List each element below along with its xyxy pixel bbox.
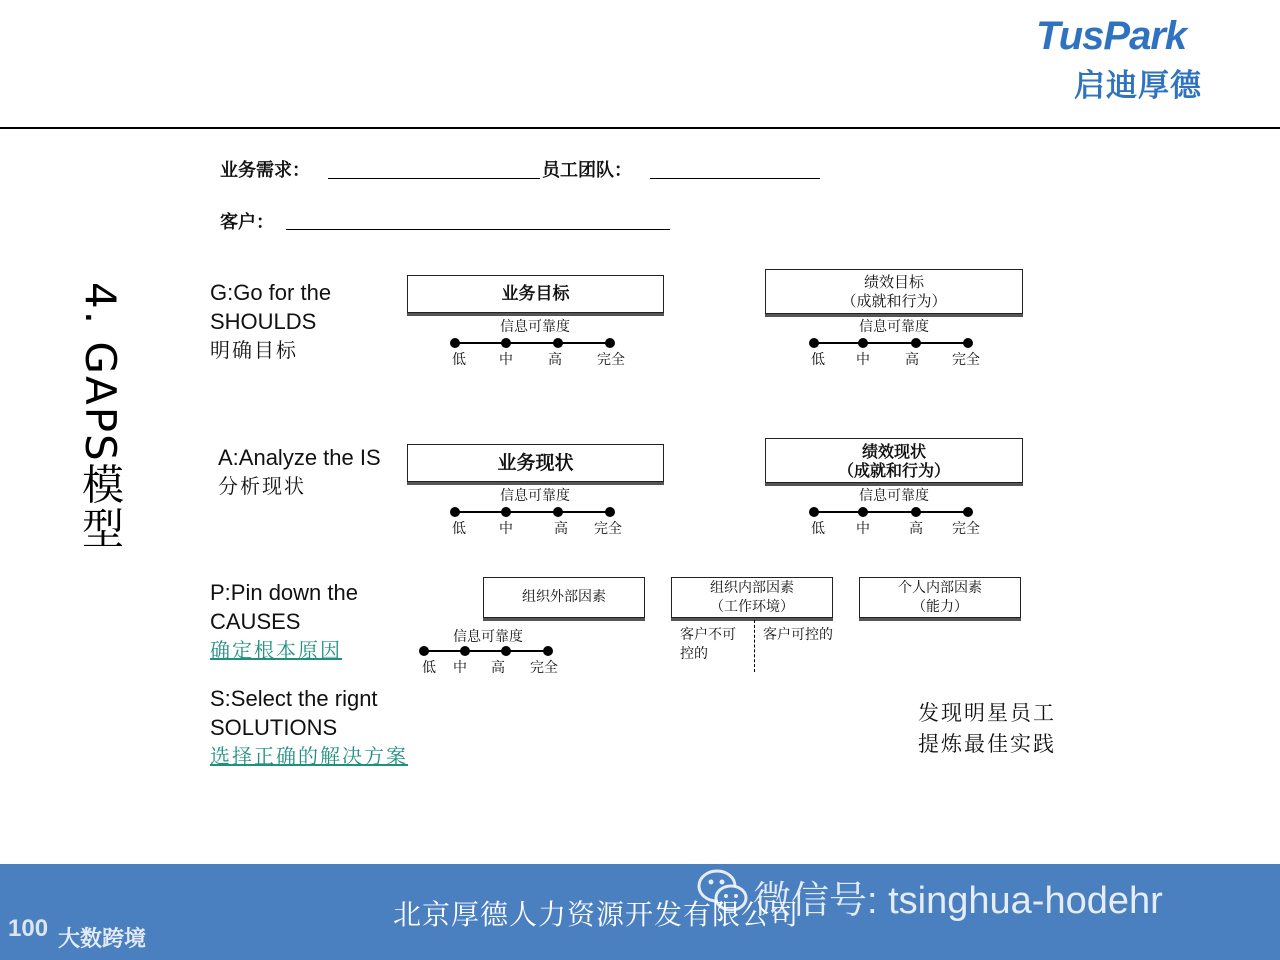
personal-factors-label-2: （能力） [912,598,968,615]
uncontrollable-line1: 客户不可 [680,627,736,643]
reliability-scale-line [814,342,970,344]
star-employee-note [918,698,1056,760]
business-goal-box [407,275,664,313]
scale-dot-high [911,338,921,348]
scale-tick-high: 高 [905,352,919,368]
customer-blank [286,229,670,230]
business-status-box [407,444,664,482]
performance-goal-label-1: 绩效目标 [863,272,924,291]
internal-factors-label-1: 组织内部因素 [710,579,794,596]
external-factors-box [483,577,645,618]
step-p [210,578,358,664]
step-a-cn: 分析现状 [218,474,306,498]
business-need-blank [328,178,540,179]
scale-dot-high [911,507,921,517]
performance-status-label-2: （成就和行为） [837,460,950,480]
step-a-en-line1: A:Analyze the IS [218,445,381,470]
business-status-label: 业务现状 [497,451,574,474]
footer-company-name: 北京厚德人力资源开发有限公司 [393,898,800,931]
reliability-caption: 信息可靠度 [500,488,570,504]
watermark-text: 大数跨境 [58,927,147,952]
scale-tick-full: 完全 [952,521,980,537]
external-factors-label: 组织外部因素 [522,589,606,605]
scale-dot-low [809,507,819,517]
business-need-label: 业务需求： [220,160,310,181]
step-g-cn: 明确目标 [210,338,298,362]
scale-tick-high: 高 [548,352,562,368]
performance-goal-box [765,269,1023,314]
scale-dot-high [553,338,563,348]
performance-goal-label-2: （成就和行为） [841,291,947,310]
tuspark-logo-text: TusPark [1036,14,1187,58]
scale-tick-full: 完全 [530,660,558,676]
scale-dot-full [543,646,553,656]
step-s [210,684,408,770]
reliability-caption: 信息可靠度 [859,319,929,335]
scale-dot-mid [858,507,868,517]
reliability-caption: 信息可靠度 [453,629,523,645]
step-a [218,443,381,500]
step-g-en-line2: SHOULDS [210,309,317,334]
scale-dot-full [605,338,615,348]
customer-label: 客户： [220,212,274,233]
scale-dot-full [963,507,973,517]
step-p-en-line2: CAUSES [210,609,301,634]
business-goal-label: 业务目标 [501,283,570,304]
scale-tick-mid: 中 [856,521,870,537]
scale-tick-high: 高 [554,521,568,537]
scale-dot-mid [858,338,868,348]
scale-dot-low [450,507,460,517]
step-g [210,278,331,364]
reliability-scale-line [455,342,611,344]
scale-tick-mid: 中 [499,521,513,537]
internal-factors-label-2: （工作环境） [710,598,794,615]
scale-dot-low [809,338,819,348]
scale-tick-high: 高 [491,660,505,676]
note-line2: 提炼最佳实践 [918,732,1056,756]
step-s-en-line1: S:Select the rignt [210,686,378,711]
step-p-en-line1: P:Pin down the [210,580,358,605]
scale-dot-high [501,646,511,656]
reliability-scale-line [424,650,550,652]
note-line1: 发现明星员工 [918,701,1056,725]
scale-dot-mid [460,646,470,656]
scale-tick-mid: 中 [499,352,513,368]
scale-dot-mid [501,507,511,517]
uncontrollable-line2: 控的 [680,646,708,662]
personal-factors-label-1: 个人内部因素 [898,579,982,596]
scale-dot-full [605,507,615,517]
tuspark-logo-chinese: 启迪厚德 [1074,68,1202,104]
wechat-id-text: 微信号: tsinghua-hodehr [753,880,1163,922]
scale-tick-low: 低 [452,521,466,537]
reliability-scale-line [455,511,611,513]
scale-tick-high: 高 [909,521,923,537]
scale-dot-low [450,338,460,348]
team-label: 员工团队： [542,160,632,181]
control-divider [754,620,755,672]
step-s-cn-link[interactable]: 选择正确的解决方案 [210,744,408,768]
gaps-model-title: 4. GAPS模型 [76,282,125,551]
scale-dot-low [419,646,429,656]
scale-tick-mid: 中 [453,660,467,676]
scale-dot-mid [501,338,511,348]
step-g-en-line1: G:Go for the [210,280,332,305]
watermark-logo-icon: 100 [8,915,49,942]
performance-status-label-1: 绩效现状 [861,441,926,461]
step-p-cn-link[interactable]: 确定根本原因 [210,638,342,662]
scale-tick-full: 完全 [594,521,622,537]
scale-dot-high [553,507,563,517]
scale-tick-mid: 中 [856,352,870,368]
scale-tick-full: 完全 [952,352,980,368]
scale-tick-low: 低 [811,521,825,537]
scale-tick-low: 低 [422,660,436,676]
scale-tick-low: 低 [452,352,466,368]
step-s-en-line2: SOLUTIONS [210,715,338,740]
reliability-caption: 信息可靠度 [500,319,570,335]
uncontrollable-text [680,626,736,664]
team-blank [650,178,820,179]
reliability-caption: 信息可靠度 [859,488,929,504]
scale-tick-low: 低 [811,352,825,368]
scale-tick-full: 完全 [597,352,625,368]
performance-status-box [765,438,1023,483]
scale-dot-full [963,338,973,348]
personal-factors-box [859,577,1021,618]
controllable-text: 客户可控的 [763,627,833,643]
header-divider [0,127,1280,129]
reliability-scale-line [814,511,970,513]
internal-factors-box [671,577,833,618]
